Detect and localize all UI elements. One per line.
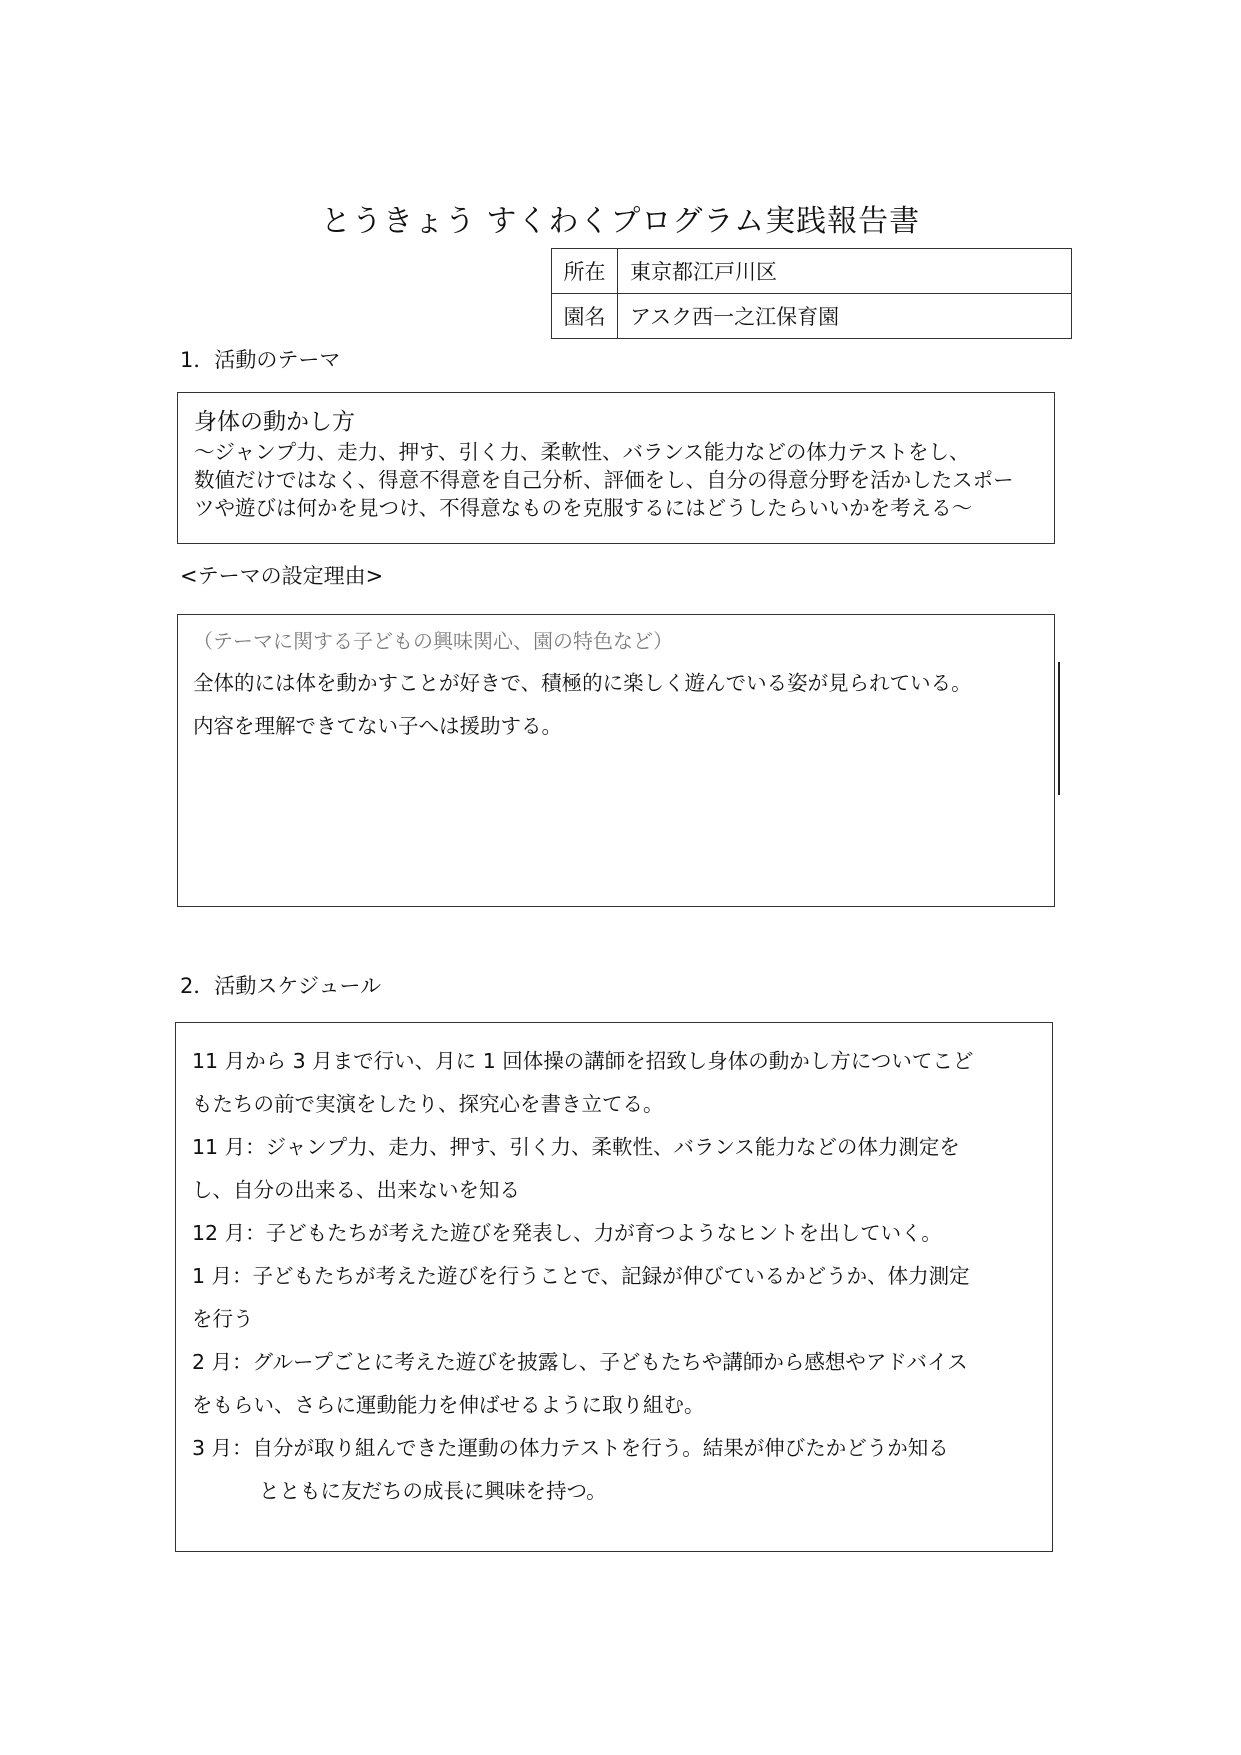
schedule-box bbox=[175, 1022, 1053, 1552]
schedule-line: 1 月：子どもたちが考えた遊びを行うことで、記録が伸びているかどうか、体力測定 bbox=[192, 1264, 970, 1288]
reason-hint: （テーマに関する子どもの興味関心、園の特色など） bbox=[193, 629, 673, 653]
section2-heading: 2．活動スケジュール bbox=[180, 974, 382, 998]
info-table bbox=[551, 248, 1072, 339]
schedule-line: とともに友だちの成長に興味を持つ。 bbox=[259, 1479, 607, 1503]
theme-title: 身体の動かし方 bbox=[194, 409, 355, 435]
schedule-line: し、自分の出来る、出来ないを知る bbox=[192, 1178, 520, 1202]
location-label: 所在 bbox=[552, 249, 618, 294]
reason-line: 全体的には体を動かすことが好きで、積極的に楽しく遊んでいる姿が見られている。 bbox=[193, 671, 972, 695]
section1-heading: 1．活動のテーマ bbox=[180, 348, 341, 372]
info-row-name bbox=[552, 294, 1072, 339]
schedule-line: を行う bbox=[192, 1307, 254, 1331]
box-edge-mark bbox=[1058, 662, 1060, 795]
reason-heading: <テーマの設定理由> bbox=[180, 564, 384, 588]
schedule-line: 12 月：子どもたちが考えた遊びを発表し、力が育つようなヒントを出していく。 bbox=[192, 1221, 942, 1245]
schedule-line: 11 月から 3 月まで行い、月に 1 回体操の講師を招致し身体の動かし方についてこど bbox=[192, 1049, 974, 1073]
theme-line: ～ジャンプ力、走力、押す、引く力、柔軟性、バランス能力などの体力テストをし、 bbox=[194, 440, 970, 464]
reason-box bbox=[177, 614, 1055, 907]
schedule-line: をもらい、さらに運動能力を伸ばせるように取り組む。 bbox=[192, 1393, 705, 1417]
page-title: とうきょう すくわくプログラム実践報告書 bbox=[320, 204, 921, 239]
location-value: 東京都江戸川区 bbox=[618, 249, 1072, 294]
schedule-line: 2 月：グループごとに考えた遊びを披露し、子どもたちや講師から感想やアドバイス bbox=[192, 1350, 968, 1374]
theme-box bbox=[177, 392, 1055, 544]
name-value: アスク西一之江保育園 bbox=[618, 294, 1072, 339]
name-label: 園名 bbox=[552, 294, 618, 339]
schedule-line: もたちの前で実演をしたり、探究心を書き立てる。 bbox=[192, 1092, 664, 1116]
schedule-line: 3 月：自分が取り組んできた運動の体力テストを行う。結果が伸びたかどうか知る bbox=[192, 1436, 949, 1460]
theme-line: ツや遊びは何かを見つけ、不得意なものを克服するにはどうしたらいいかを考える～ bbox=[194, 496, 973, 520]
theme-line: 数値だけではなく、得意不得意を自己分析、評価をし、自分の得意分野を活かしたスポー bbox=[194, 468, 1014, 492]
schedule-line: 11 月：ジャンプ力、走力、押す、引く力、柔軟性、バランス能力などの体力測定を bbox=[192, 1135, 960, 1159]
reason-line: 内容を理解できてない子へは援助する。 bbox=[193, 714, 562, 738]
info-row-location bbox=[552, 249, 1072, 294]
